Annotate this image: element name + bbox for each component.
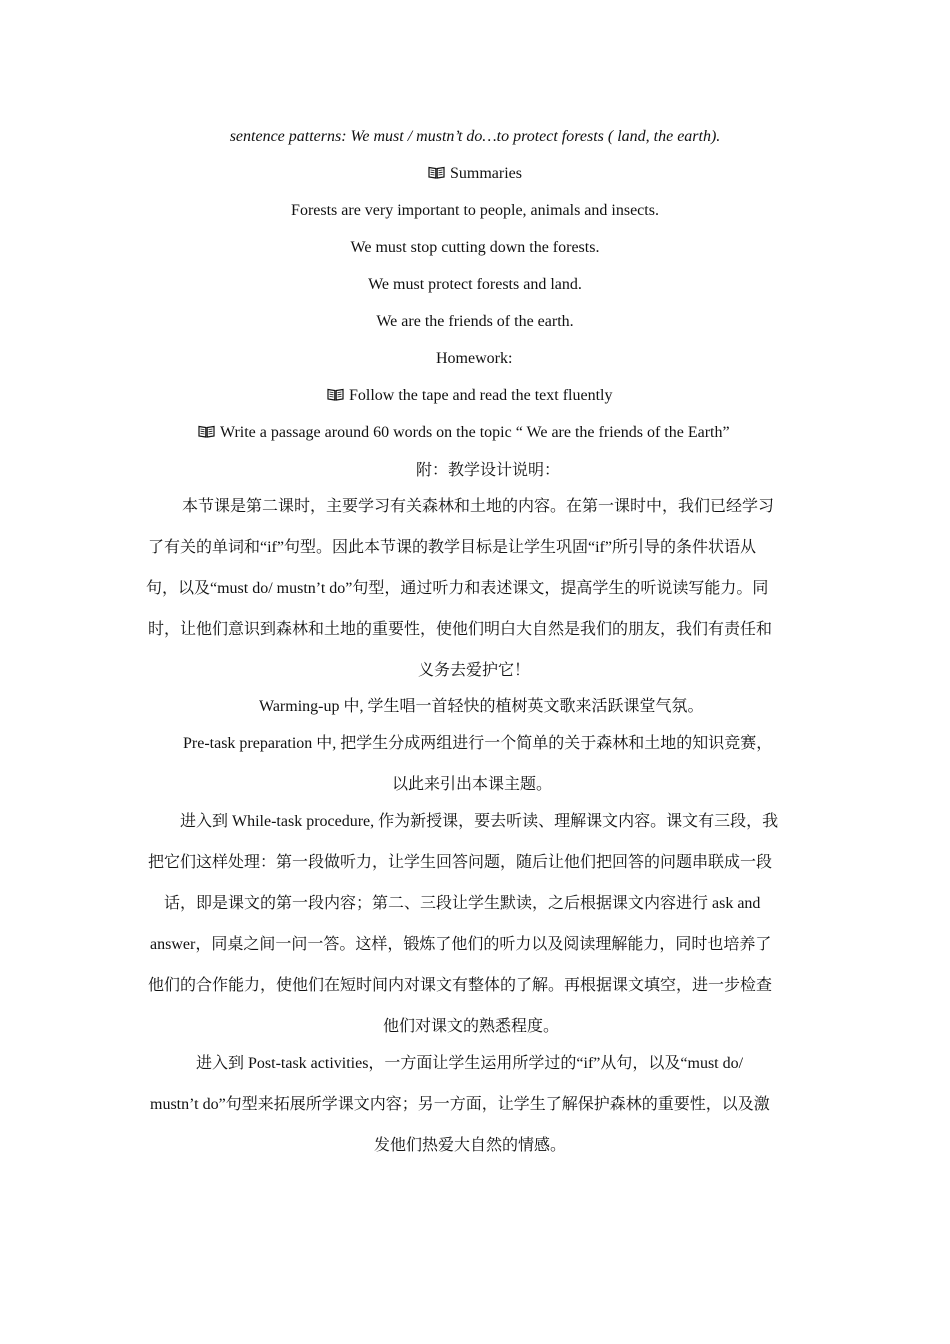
homework-item-text: Write a passage around 60 words on the topic “ We are the friends of the Earth” [220,424,730,441]
summaries-heading-text: Summaries [450,165,522,182]
paragraph-line: 发他们热爱大自然的情感。 [374,1137,567,1154]
book-icon [327,388,344,401]
paragraph-line: mustn’t do”句型来拓展所学课文内容；另一方面，让学生了解保护森林的重要性，以及激 [150,1096,770,1113]
paragraph-line: answer，同桌之间一问一答。这样，锻炼了他们的听力以及阅读理解能力，同时也培养了 [150,936,772,953]
homework-item [327,386,612,406]
book-icon [428,166,445,179]
book-icon [198,425,215,438]
paragraph-line: 他们对课文的熟悉程度。 [383,1018,560,1035]
summary-line: Forests are very important to people, animals and insects. [291,202,659,219]
paragraph-line: Warming-up 中, 学生唱一首轻快的植树英文歌来活跃课堂气氛。 [259,698,704,715]
paragraph-line: 了有关的单词和“if”句型。因此本节课的教学目标是让学生巩固“if”所引导的条件状语从 [148,539,756,556]
paragraph-line: 话，即是课文的第一段内容；第二、三段让学生默读，之后根据课文内容进行 ask and [164,895,761,912]
summary-line: We must protect forests and land. [368,276,582,293]
sentence-patterns-line: sentence patterns: We must / mustn’t do…to protect forests ( land, the earth). [229,128,721,145]
summaries-heading [0,164,950,184]
paragraph-line: 本节课是第二课时，主要学习有关森林和土地的内容。在第一课时中，我们已经学习 [182,498,775,515]
homework-item [198,423,730,443]
paragraph-line: 把它们这样处理：第一段做听力，让学生回答问题，随后让他们把回答的问题串联成一段 [148,854,773,871]
paragraph-line: 进入到 While-task procedure, 作为新授课，要去听读、理解课文内容。课文有三段，我 [180,813,779,830]
paragraph-line: 时，让他们意识到森林和土地的重要性，使他们明白大自然是我们的朋友，我们有责任和 [148,621,773,638]
paragraph-line: Pre-task preparation 中, 把学生分成两组进行一个简单的关于森林和土地的知识竞赛， [183,735,773,752]
appendix-title: 附：教学设计说明： [416,462,561,479]
homework-item-text: Follow the tape and read the text fluently [349,387,613,404]
homework-heading: Homework: [436,350,513,367]
paragraph-line: 他们的合作能力，使他们在短时间内对课文有整体的了解。再根据课文填空，进一步检查 [148,977,773,994]
paragraph-line: 义务去爱护它！ [418,662,531,679]
summary-line: We are the friends of the earth. [376,313,574,330]
paragraph-line: 以此来引出本课主题。 [392,776,553,793]
paragraph-line: 句，以及“must do/ mustn’t do”句型，通过听力和表述课文，提高学生的听说读写能力。同 [146,580,769,597]
summary-line: We must stop cutting down the forests. [350,239,600,256]
paragraph-line: 进入到 Post-task activities，一方面让学生运用所学过的“if”从句，以及“must do/ [196,1055,744,1072]
